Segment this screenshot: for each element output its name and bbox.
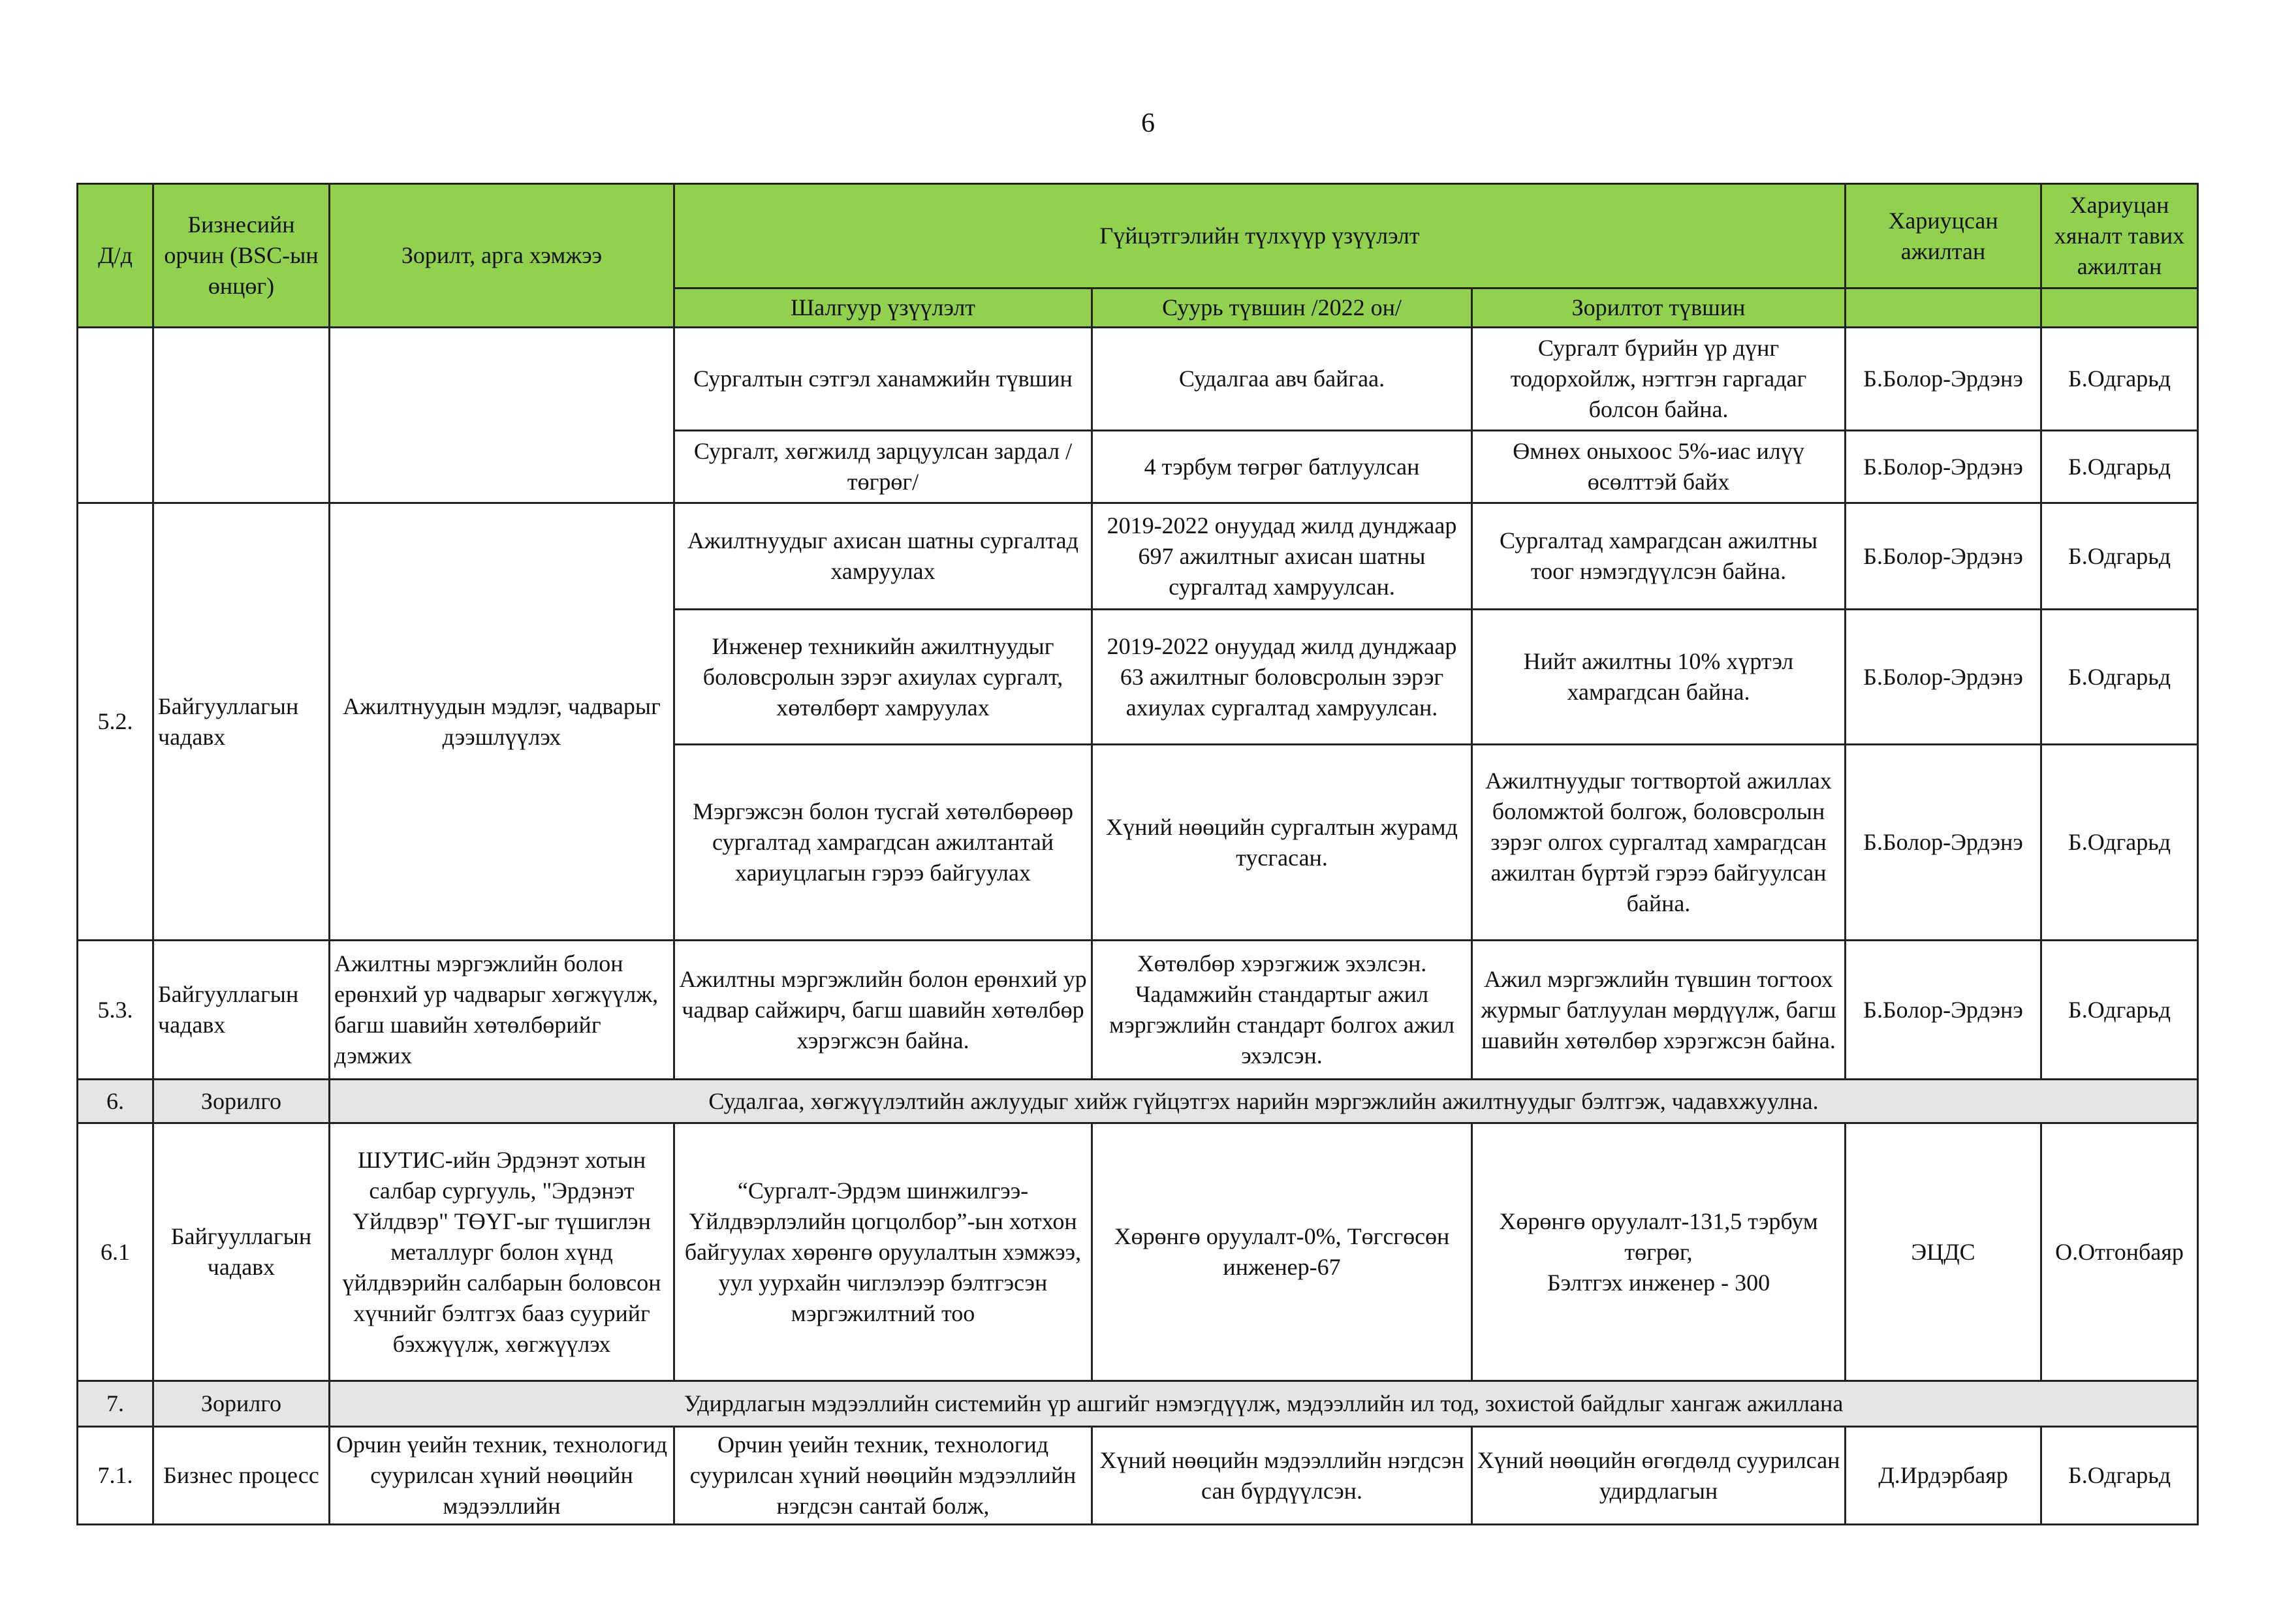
responsible-cell: Д.Ирдэрбаяр — [1846, 1427, 2041, 1525]
header-kpi: Гүйцэтгэлийн түлхүүр үзүүлэлт — [674, 184, 1846, 289]
supervisor-cell: Б.Одгарьд — [2041, 431, 2198, 503]
indicator-cell: Сургалтын сэтгэл ханамжийн түвшин — [674, 328, 1092, 431]
indicator-cell: Сургалт, хөгжилд зарцуулсан зардал /төгрөг/ — [674, 431, 1092, 503]
indicator-cell: Орчин үеийн техник, технологид суурилсан хүний нөөцийн мэдээллийн нэгдсэн сантай болж, — [674, 1427, 1092, 1525]
goal-num: 7. — [78, 1381, 153, 1427]
baseline-cell: Хүний нөөцийн мэдээллийн нэгдсэн сан бүрдүүлсэн. — [1092, 1427, 1472, 1525]
responsible-cell: Б.Болор-Эрдэнэ — [1846, 503, 2041, 610]
target-cell: Өмнөх оныхоос 5%-иас илүү өсөлттэй байх — [1472, 431, 1846, 503]
target-cell: Ажил мэргэжлийн түвшин тогтоох журмыг батлуулан мөрдүүлж, багш шавийн хөтөлбөр хэрэгжсэн байна. — [1472, 941, 1846, 1080]
cell-empty-bsc — [153, 328, 330, 503]
supervisor-cell: О.Отгонбаяр — [2041, 1123, 2198, 1381]
kpi-table — [76, 183, 2199, 1525]
indicator-cell: Ажилтны мэргэжлийн болон ерөнхий ур чадвар сайжирч, багш шавийн хөтөлбөр хэрэгжсэн байна. — [674, 941, 1092, 1080]
header-target: Зорилтот түвшин — [1472, 289, 1846, 328]
section-num: 7.1. — [78, 1427, 153, 1525]
supervisor-cell: Б.Одгарьд — [2041, 1427, 2198, 1525]
header-num: Д/д — [78, 184, 153, 328]
indicator-cell: Инженер техникийн ажилтнуудыг боловсролын зэрэг ахиулах сургалт, хөтөлбөрт хамруулах — [674, 610, 1092, 745]
goal-row — [78, 1381, 2198, 1427]
goal-cell: Ажилтнуудын мэдлэг, чадварыг дээшлүүлэх — [330, 503, 674, 941]
table-row — [78, 1427, 2198, 1525]
supervisor-cell: Б.Одгарьд — [2041, 328, 2198, 431]
header-row — [78, 184, 2198, 289]
cell-empty-goal — [330, 328, 674, 503]
goal-row — [78, 1080, 2198, 1123]
header-baseline: Суурь түвшин /2022 он/ — [1092, 289, 1472, 328]
baseline-cell: Хөрөнгө оруулалт-0%, Төгсгөсөн инженер-67 — [1092, 1123, 1472, 1381]
indicator-cell: Мэргэжсэн болон тусгай хөтөлбөрөөр сургалтад хамрагдсан ажилтантай хариуцлагын гэрээ байгуулах — [674, 745, 1092, 941]
bsc-cell: Байгууллагын чадавх — [153, 1123, 330, 1381]
target-line: Бэлтгэх инженер - 300 — [1547, 1269, 1770, 1296]
bsc-cell: Байгууллагын чадавх — [153, 941, 330, 1080]
baseline-cell: 4 тэрбум төгрөг батлуулсан — [1092, 431, 1472, 503]
supervisor-cell: Б.Одгарьд — [2041, 610, 2198, 745]
bsc-cell: Бизнес процесс — [153, 1427, 330, 1525]
baseline-cell: Хөтөлбөр хэрэгжиж эхэлсэн. Чадамжийн стандартыг ажил мэргэжлийн стандарт болгох ажил эхэлсэн. — [1092, 941, 1472, 1080]
responsible-cell: Б.Болор-Эрдэнэ — [1846, 328, 2041, 431]
bsc-cell: Байгууллагын чадавх — [153, 503, 330, 941]
goal-label: Зорилго — [153, 1080, 330, 1123]
target-cell: Нийт ажилтны 10% хүртэл хамрагдсан байна. — [1472, 610, 1846, 745]
header-supervisor: Хариуцан хяналт тавих ажилтан — [2041, 184, 2198, 289]
table-row — [78, 328, 2198, 431]
goal-cell: Ажилтны мэргэжлийн болон ерөнхий ур чадварыг хөгжүүлж, багш шавийн хөтөлбөрийг дэмжих — [330, 941, 674, 1080]
section-num: 5.3. — [78, 941, 153, 1080]
target-line: Хөрөнгө оруулалт-131,5 тэрбум төгрөг, — [1499, 1208, 1818, 1265]
supervisor-cell: Б.Одгарьд — [2041, 941, 2198, 1080]
target-cell: Ажилтнуудыг тогтвортой ажиллах боломжтой болгож, боловсролын зэрэг олгох сургалтад хамрагдсан ажилтан бүртэй гэрээ байгуулсан байна. — [1472, 745, 1846, 941]
goal-num: 6. — [78, 1080, 153, 1123]
section-num: 5.2. — [78, 503, 153, 941]
goal-cell: Орчин үеийн техник, технологид суурилсан хүний нөөцийн мэдээллийн — [330, 1427, 674, 1525]
header-empty-2 — [2041, 289, 2198, 328]
indicator-cell: “Сургалт-Эрдэм шинжилгээ-Үйлдвэрлэлийн цогцолбор”-ын хотхон байгуулах хөрөнгө оруулалтын хэмжээ, уул уурхайн чиглэлээр бэлтгэсэн мэргэжилтний тоо — [674, 1123, 1092, 1381]
header-empty-1 — [1846, 289, 2041, 328]
goal-cell: ШУТИС-ийн Эрдэнэт хотын салбар сургууль, "Эрдэнэт Үйлдвэр" ТӨҮГ-ыг түшиглэн металлург болон хүнд үйлдвэрийн салбарын боловсон хүчнийг бэлтгэх бааз суурийг бэхжүүлж, хөгжүүлэх — [330, 1123, 674, 1381]
baseline-cell: Судалгаа авч байгаа. — [1092, 328, 1472, 431]
supervisor-cell: Б.Одгарьд — [2041, 503, 2198, 610]
section-num: 6.1 — [78, 1123, 153, 1381]
goal-label: Зорилго — [153, 1381, 330, 1427]
cell-empty-num — [78, 328, 153, 503]
responsible-cell: ЭЦДС — [1846, 1123, 2041, 1381]
target-cell — [1472, 1123, 1846, 1381]
table-row — [78, 503, 2198, 610]
target-cell: Сургалт бүрийн үр дүнг тодорхойлж, нэгтгэн гаргадаг болсон байна. — [1472, 328, 1846, 431]
goal-text: Удирдлагын мэдээллийн системийн үр ашгийг нэмэгдүүлж, мэдээллийн ил тод, зохистой байдлыг хангаж ажиллана — [330, 1381, 2198, 1427]
responsible-cell: Б.Болор-Эрдэнэ — [1846, 431, 2041, 503]
goal-text: Судалгаа, хөгжүүлэлтийн ажлуудыг хийж гүйцэтгэх нарийн мэргэжлийн ажилтнуудыг бэлтгэж, чадавхжуулна. — [330, 1080, 2198, 1123]
supervisor-cell: Б.Одгарьд — [2041, 745, 2198, 941]
table-row — [78, 941, 2198, 1080]
header-goal: Зорилт, арга хэмжээ — [330, 184, 674, 328]
baseline-cell: 2019-2022 онуудад жилд дунджаар 63 ажилтныг боловсролын зэрэг ахиулах сургалтад хамруулсан. — [1092, 610, 1472, 745]
baseline-cell: Хүний нөөцийн сургалтын журамд тусгасан. — [1092, 745, 1472, 941]
baseline-cell: 2019-2022 онуудад жилд дунджаар 697 ажилтныг ахисан шатны сургалтад хамруулсан. — [1092, 503, 1472, 610]
responsible-cell: Б.Болор-Эрдэнэ — [1846, 745, 2041, 941]
header-indicator: Шалгуур үзүүлэлт — [674, 289, 1092, 328]
indicator-cell: Ажилтнуудыг ахисан шатны сургалтад хамруулах — [674, 503, 1092, 610]
target-cell: Хүний нөөцийн өгөгдөлд суурилсан удирдлагын — [1472, 1427, 1846, 1525]
target-cell: Сургалтад хамрагдсан ажилтны тоог нэмэгдүүлсэн байна. — [1472, 503, 1846, 610]
table-row — [78, 1123, 2198, 1381]
header-responsible: Хариуцсан ажилтан — [1846, 184, 2041, 289]
responsible-cell: Б.Болор-Эрдэнэ — [1846, 610, 2041, 745]
page-number: 6 — [1141, 108, 1155, 138]
responsible-cell: Б.Болор-Эрдэнэ — [1846, 941, 2041, 1080]
header-bsc: Бизнесийн орчин (BSC-ын өнцөг) — [153, 184, 330, 328]
